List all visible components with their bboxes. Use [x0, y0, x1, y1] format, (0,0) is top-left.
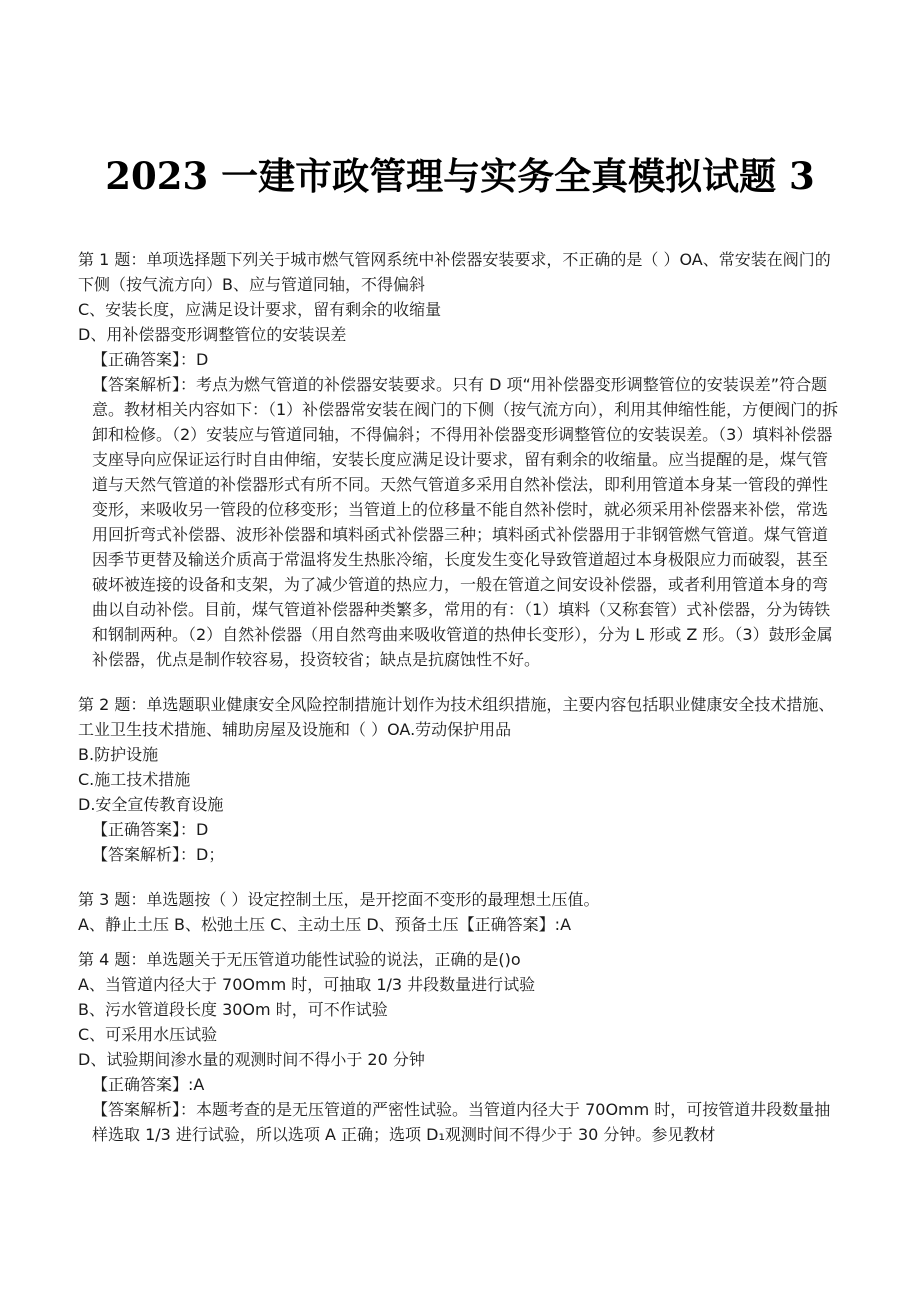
question-1-stem: 第 1 题：单项选择题下列关于城市燃气管网系统中补偿器安装要求，不正确的是（ ）OA、常安装在阀门的下侧（按气流方向）B、应与管道同轴，不得偏斜	[78, 250, 831, 294]
question-3-options: A、静止土压 B、松弛土压 C、主动土压 D、预备土压【正确答案】:A	[78, 915, 572, 934]
document-body	[78, 247, 840, 1147]
question-1-answer: 【正确答案】：D	[92, 350, 209, 369]
document-title: 2023 一建市政管理与实务全真模拟试题 3	[105, 154, 815, 198]
question-4-option-b: B、污水管道段长度 30Om 时，可不作试验	[78, 1000, 388, 1019]
question-1-option-c: C、安装长度，应满足设计要求，留有剩余的收缩量	[78, 300, 442, 319]
question-1-option-d: D、用补偿器变形调整管位的安装误差	[78, 325, 347, 344]
question-4-answer: 【正确答案】:A	[92, 1075, 205, 1094]
question-2-stem: 第 2 题：单选题职业健康安全风险控制措施计划作为技术组织措施，主要内容包括职业健康安全技术措施、工业卫生技术措施、辅助房屋及设施和（ ）OA.劳动保护用品	[78, 695, 835, 739]
question-4-stem: 第 4 题：单选题关于无压管道功能性试验的说法，正确的是()o	[78, 950, 521, 969]
question-3-stem: 第 3 题：单选题按（ ）设定控制土压，是开挖面不变形的最理想土压值。	[78, 890, 600, 909]
question-2-option-b: B.防护设施	[78, 745, 159, 764]
question-4-option-a: A、当管道内径大于 70Omm 时，可抽取 1/3 井段数量进行试验	[78, 975, 536, 994]
question-2-option-c: C.施工技术措施	[78, 770, 191, 789]
question-2-answer: 【正确答案】：D	[92, 820, 209, 839]
question-1-analysis: 【答案解析】：考点为燃气管道的补偿器安装要求。只有 D 项“用补偿器变形调整管位的安装误差”符合题意。教材相关内容如下：（1）补偿器常安装在阀门的下侧（按气流方向），利用其伸缩性能，方便阀门的拆卸和检修。（2）安装应与管道同轴，不得偏斜；不得用补偿器变形调整管位的安装误差。（3）填料补偿器支座导向应保证运行时自由伸缩，安装长度应满足设计要求，留有剩余的收缩量。应当提醒的是，煤气管道与天然气管道的补偿器形式有所不同。天然气管道多采用自然补偿法，即利用管道本身某一管段的弹性变形，来吸收另一管段的位移变形；当管道上的位移量不能自然补偿时，就必须采用补偿器来补偿，常选用回折弯式补偿器、波形补偿器和填料函式补偿器三种；填料函式补偿器用于非钢管燃气管道。煤气管道因季节更替及输送介质高于常温将发生热胀冷缩，长度发生变化导致管道超过本身极限应力而破裂，甚至破坏被连接的设备和支架，为了减少管道的热应力，一般在管道之间安设补偿器，或者利用管道本身的弯曲以自动补偿。目前，煤气管道补偿器种类繁多，常用的有：（1）填料（又称套管）式补偿器，分为铸铁和钢制两种。（2）自然补偿器（用自然弯曲来吸收管道的热伸长变形），分为 L 形或 Z 形。（3）鼓形金属补偿器，优点是制作较容易，投资较省；缺点是抗腐蚀性不好。	[92, 375, 839, 669]
question-4-analysis: 【答案解析】：本题考查的是无压管道的严密性试验。当管道内径大于 70Omm 时，可按管道井段数量抽样选取 1/3 进行试验，所以选项 A 正确；选项 D₁观测时间不得少于 30 分钟。参见教材	[92, 1100, 831, 1144]
question-2-option-d: D.安全宣传教育设施	[78, 795, 224, 814]
question-4-option-c: C、可采用水压试验	[78, 1025, 218, 1044]
question-2-analysis: 【答案解析】：D；	[92, 845, 225, 864]
question-4-option-d: D、试验期间渗水量的观测时间不得小于 20 分钟	[78, 1050, 425, 1069]
